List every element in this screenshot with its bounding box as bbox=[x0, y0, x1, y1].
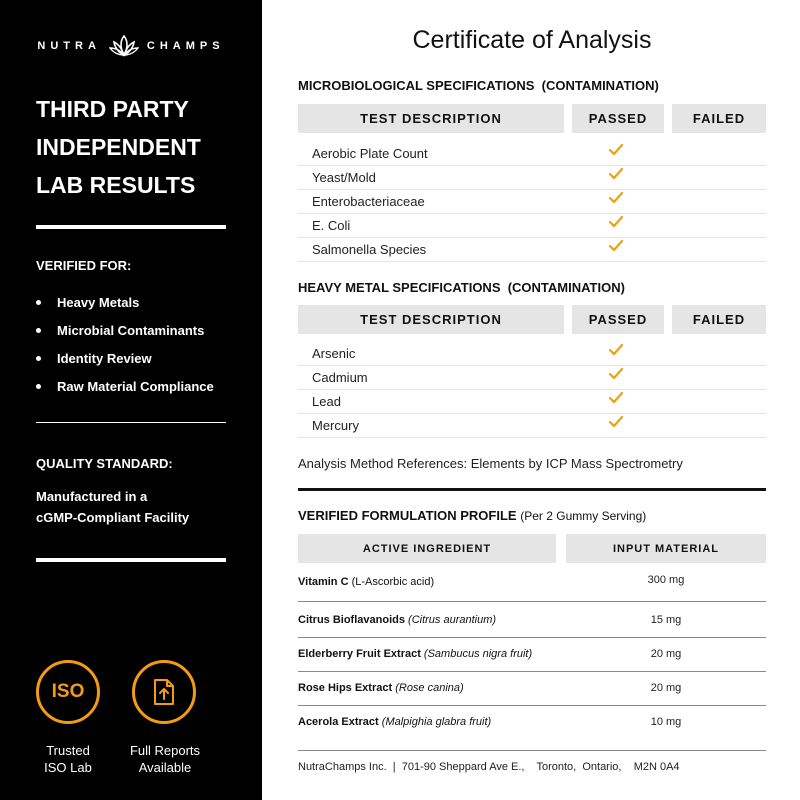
ingredient-amount: 10 mg bbox=[650, 716, 682, 728]
table-row bbox=[298, 414, 766, 438]
table-row bbox=[298, 166, 766, 190]
checkmark-icon bbox=[608, 391, 624, 405]
section-title: HEAVY METAL SPECIFICATIONS bbox=[298, 280, 501, 295]
quality-heading: QUALITY STANDARD: bbox=[36, 456, 173, 471]
table-row bbox=[298, 342, 766, 366]
analysis-method: Analysis Method References: Elements by ICP Mass Spectrometry bbox=[298, 456, 683, 471]
checkmark-icon bbox=[608, 343, 624, 357]
list-item bbox=[36, 316, 214, 344]
list-item bbox=[36, 344, 214, 372]
section-title: MICROBIOLOGICAL SPECIFICATIONS bbox=[298, 78, 535, 93]
ingredient-amount: 20 mg bbox=[650, 682, 682, 694]
test-name: E. Coli bbox=[312, 218, 351, 233]
col-test-description: TEST DESCRIPTION bbox=[298, 305, 564, 334]
certificate-title: Certificate of Analysis bbox=[412, 26, 652, 54]
test-name: Enterobacteriaceae bbox=[312, 194, 425, 209]
table-row bbox=[298, 606, 766, 638]
divider bbox=[298, 750, 766, 751]
reports-badge-label bbox=[115, 742, 215, 776]
metal-heading bbox=[298, 280, 625, 295]
headline-line: THIRD PARTY bbox=[36, 96, 189, 122]
divider bbox=[36, 422, 226, 423]
document-icon bbox=[153, 679, 175, 705]
brand-right-word: CHAMPS bbox=[146, 40, 225, 52]
test-name: Mercury bbox=[312, 418, 359, 433]
verified-heading: VERIFIED FOR: bbox=[36, 258, 132, 273]
checkmark-icon bbox=[608, 167, 624, 181]
bullet-icon bbox=[36, 328, 41, 333]
iso-badge-label bbox=[18, 742, 118, 776]
ingredient-amount: 15 mg bbox=[650, 614, 682, 626]
brand-logo[interactable] bbox=[0, 28, 262, 64]
ingredient-name: Rose Hips Extract (Rose canina) bbox=[298, 682, 464, 694]
table-row bbox=[298, 566, 766, 602]
list-item bbox=[36, 372, 214, 400]
section-subtitle: (CONTAMINATION) bbox=[541, 78, 659, 93]
badge-label-line: Available bbox=[138, 760, 192, 775]
iso-badge-text: ISO bbox=[51, 681, 85, 702]
bullet-icon bbox=[36, 300, 41, 305]
ingredient-name: Elderberry Fruit Extract (Sambucus nigra fruit) bbox=[298, 648, 533, 660]
col-input-material: INPUT MATERIAL bbox=[566, 534, 766, 563]
sidebar-panel bbox=[0, 0, 262, 800]
table-row bbox=[298, 390, 766, 414]
ingredient-name: Vitamin C (L-Ascorbic acid) bbox=[298, 576, 435, 588]
table-row bbox=[298, 366, 766, 390]
micro-heading bbox=[298, 78, 659, 93]
document-upload-icon[interactable] bbox=[132, 660, 196, 724]
test-name: Cadmium bbox=[312, 370, 368, 385]
table-row bbox=[298, 214, 766, 238]
divider bbox=[36, 225, 226, 229]
table-row bbox=[298, 674, 766, 706]
ingredient-name: Acerola Extract (Malpighia glabra fruit) bbox=[298, 716, 492, 728]
quality-line: Manufactured in a bbox=[36, 489, 148, 504]
company-address: NutraChamps Inc. | 701-90 Sheppard Ave E., Toronto, Ontario, M2N 0A4 bbox=[298, 761, 680, 773]
table-row bbox=[298, 190, 766, 214]
verified-list bbox=[36, 288, 214, 400]
col-passed: PASSED bbox=[572, 104, 664, 133]
list-item-label: Microbial Contaminants bbox=[57, 322, 205, 338]
list-item-label: Raw Material Compliance bbox=[57, 378, 214, 394]
test-name: Yeast/Mold bbox=[312, 170, 376, 185]
headline-line: LAB RESULTS bbox=[36, 172, 196, 198]
list-item-label: Identity Review bbox=[57, 350, 152, 366]
bullet-icon bbox=[36, 384, 41, 389]
test-name: Aerobic Plate Count bbox=[312, 146, 428, 161]
badge-label-line: Trusted bbox=[46, 743, 90, 758]
table-row bbox=[298, 238, 766, 262]
col-test-description: TEST DESCRIPTION bbox=[298, 104, 564, 133]
list-item-label: Heavy Metals bbox=[57, 294, 140, 310]
checkmark-icon bbox=[608, 191, 624, 205]
checkmark-icon bbox=[608, 367, 624, 381]
table-row bbox=[298, 640, 766, 672]
ingredient-amount: 300 mg bbox=[647, 574, 685, 586]
checkmark-icon bbox=[608, 239, 624, 253]
brand-left-word: NUTRA bbox=[37, 40, 101, 52]
col-passed: PASSED bbox=[572, 305, 664, 334]
section-subtitle: (CONTAMINATION) bbox=[507, 280, 625, 295]
ingredient-name: Citrus Bioflavanoids (Citrus aurantium) bbox=[298, 614, 497, 626]
headline-line: INDEPENDENT bbox=[36, 134, 201, 160]
checkmark-icon bbox=[608, 143, 624, 157]
table-row bbox=[298, 708, 766, 748]
iso-badge-icon[interactable] bbox=[36, 660, 100, 724]
col-active-ingredient: ACTIVE INGREDIENT bbox=[298, 534, 556, 563]
divider bbox=[298, 488, 766, 491]
badge-label-line: ISO Lab bbox=[44, 760, 92, 775]
col-failed: FAILED bbox=[672, 305, 766, 334]
quality-body bbox=[36, 486, 236, 528]
formulation-heading bbox=[298, 508, 646, 523]
quality-line: cGMP-Compliant Facility bbox=[36, 510, 190, 525]
col-failed: FAILED bbox=[672, 104, 766, 133]
test-name: Salmonella Species bbox=[312, 242, 427, 257]
ingredient-amount: 20 mg bbox=[650, 648, 682, 660]
divider bbox=[36, 558, 226, 562]
test-name: Lead bbox=[312, 394, 341, 409]
list-item bbox=[36, 288, 214, 316]
sidebar-headline bbox=[36, 90, 246, 204]
section-subtitle: (Per 2 Gummy Serving) bbox=[520, 509, 647, 523]
bullet-icon bbox=[36, 356, 41, 361]
section-title: VERIFIED FORMULATION PROFILE bbox=[298, 508, 517, 523]
checkmark-icon bbox=[608, 215, 624, 229]
lotus-icon bbox=[109, 34, 139, 58]
checkmark-icon bbox=[608, 415, 624, 429]
table-row bbox=[298, 142, 766, 166]
test-name: Arsenic bbox=[312, 346, 356, 361]
badge-label-line: Full Reports bbox=[129, 743, 201, 758]
